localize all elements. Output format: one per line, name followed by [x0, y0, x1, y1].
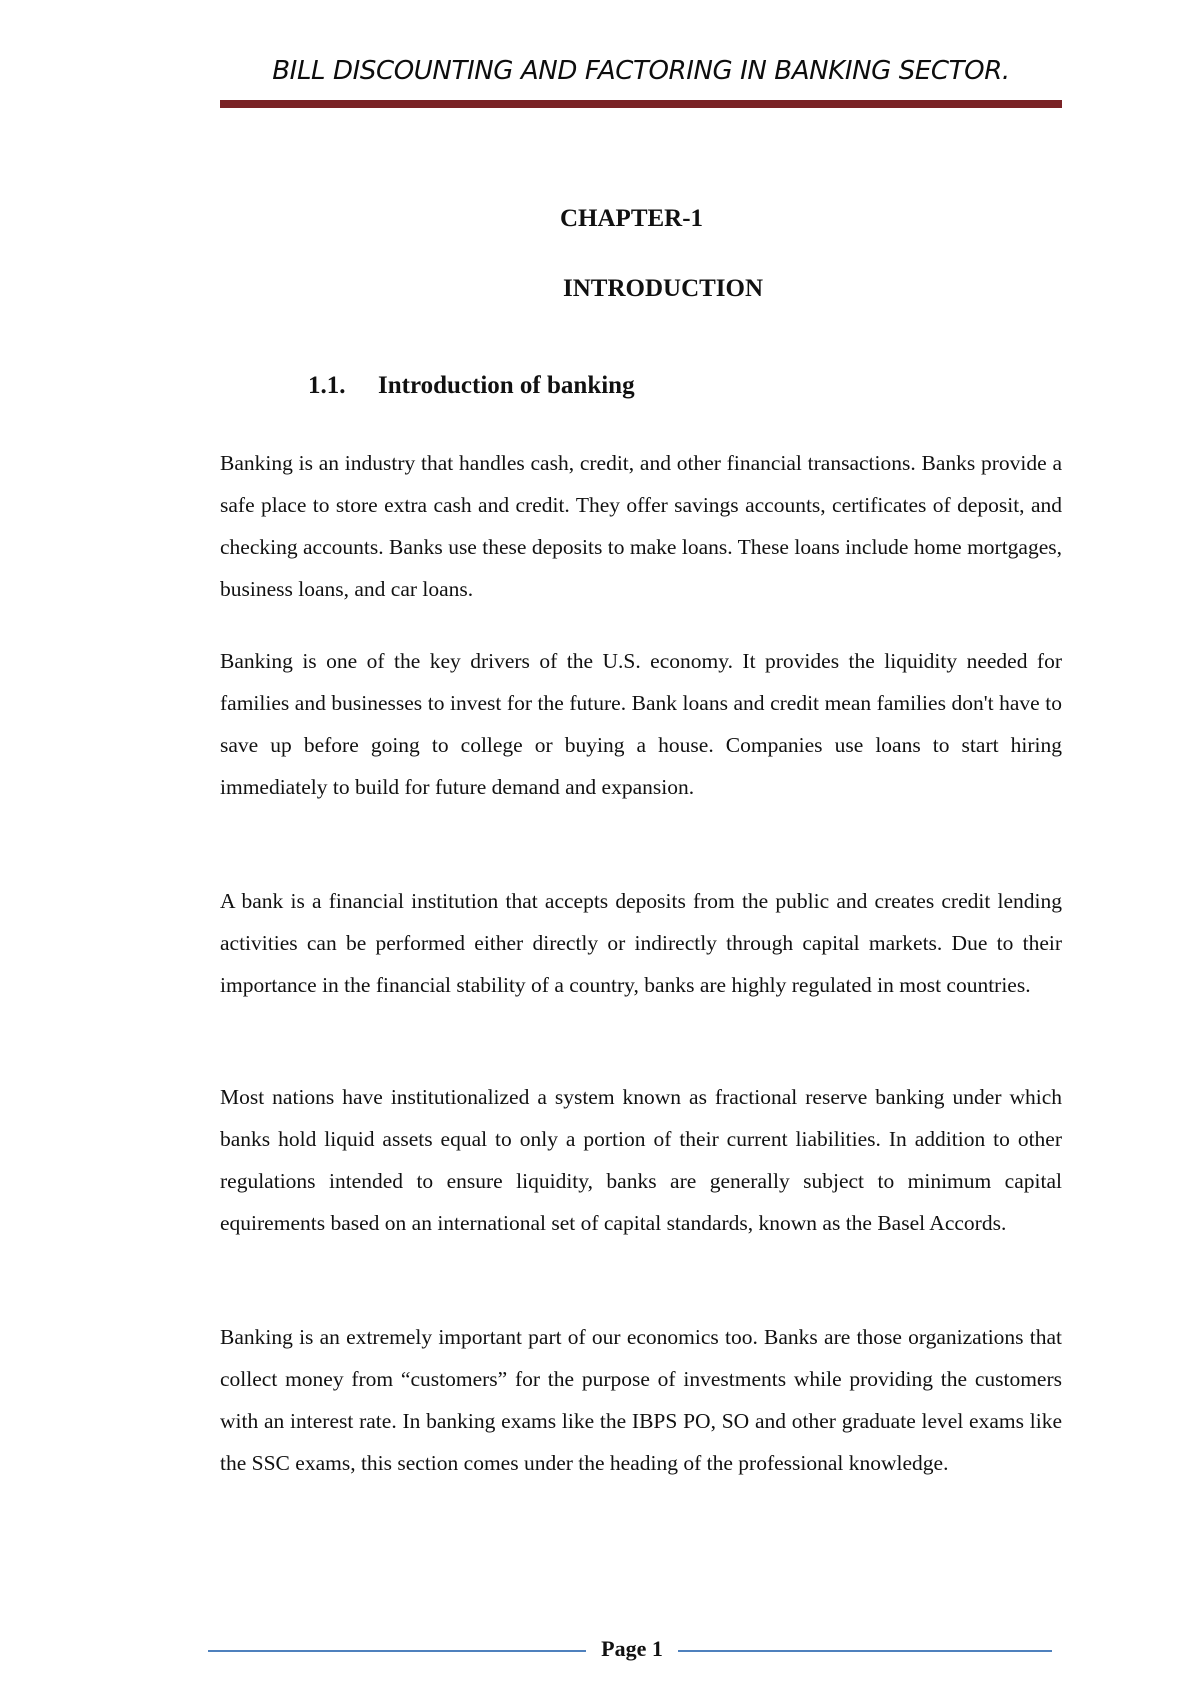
header-divider — [220, 100, 1062, 108]
paragraph-3: A bank is a financial institution that accepts deposits from the public and creates credit lending activities can be performed either directly or indirectly through capital markets. Due to their importance in the financial stability of a country, banks are highly regulated in most countries. — [220, 889, 1062, 997]
page-number: Page 1 — [601, 1636, 663, 1661]
section-title: Introduction of banking — [378, 372, 635, 399]
footer-divider-left — [208, 1650, 586, 1652]
footer-divider-right — [678, 1650, 1052, 1652]
running-header-title: BILL DISCOUNTING AND FACTORING IN BANKING SECTOR. — [272, 56, 1010, 86]
chapter-subtitle: INTRODUCTION — [563, 275, 764, 302]
section-heading — [308, 372, 635, 400]
paragraph-5: Banking is an extremely important part of our economics too. Banks are those organizations that collect money from “customers” for the purpose of investments while providing the customers with an interest rate. In banking exams like the IBPS PO, SO and other graduate level exams like the SSC exams, this section comes under the heading of the professional knowledge. — [220, 1325, 1062, 1475]
paragraph-2: Banking is one of the key drivers of the U.S. economy. It provides the liquidity needed for families and businesses to invest for the future. Bank loans and credit mean families don't have to save up before going to college or buying a house. Companies use loans to start hiring immediately to build for future demand and expansion. — [220, 649, 1062, 799]
paragraph-4: Most nations have institutionalized a system known as fractional reserve banking under which banks hold liquid assets equal to only a portion of their current liabilities. In addition to other regulations intended to ensure liquidity, banks are generally subject to minimum capital equirements based on an international set of capital standards, known as the Basel Accords. — [220, 1085, 1062, 1235]
section-number: 1.1. — [308, 372, 346, 399]
chapter-title: CHAPTER-1 — [560, 205, 704, 232]
paragraph-1: Banking is an industry that handles cash, credit, and other financial transactions. Banks provide a safe place to store extra cash and credit. They offer savings accounts, certificates of deposit, and checking accounts. Banks use these deposits to make loans. These loans include home mortgages, business loans, and car loans. — [220, 451, 1062, 601]
